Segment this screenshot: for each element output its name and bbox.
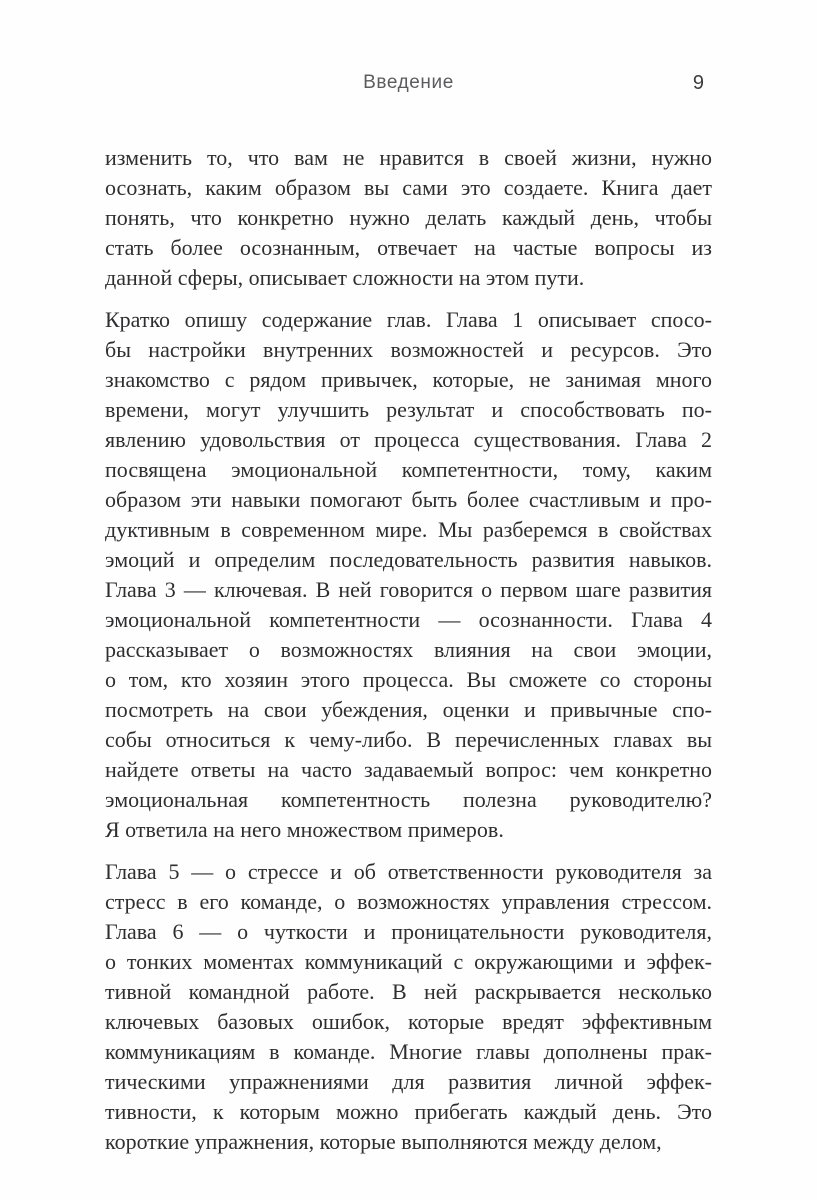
text-line: дуктивным в современном мире. Мы разберемся в свойствах: [105, 517, 712, 542]
text-line: эмоциональная компетентность полезна руководителю?: [105, 787, 712, 812]
text-line: стать более осознанным, отвечает на частые вопросы из: [105, 235, 712, 260]
text-line: эмоциональной компетентности — осознанности. Глава 4: [105, 607, 712, 632]
text-line: изменить то, что вам не нравится в своей жизни, нужно: [105, 145, 712, 170]
paragraph: [105, 857, 712, 1157]
text-line: бы настройки внутренних возможностей и ресурсов. Это: [105, 337, 712, 362]
text-line: коммуникациям в команде. Многие главы дополнены прак-: [105, 1039, 712, 1064]
text-line: ключевых базовых ошибок, которые вредят эффективным: [105, 1009, 712, 1034]
text-line: явлению удовольствия от процесса существования. Глава 2: [105, 427, 712, 452]
text-line: Глава 5 — о стрессе и об ответственности руководителя за: [105, 859, 712, 884]
text-block: [105, 143, 712, 1169]
paragraph: [105, 143, 712, 293]
text-line: понять, что конкретно нужно делать каждый день, чтобы: [105, 205, 712, 230]
text-line: данной сферы, описывает сложности на этом пути.: [105, 265, 585, 290]
text-line: стресс в его команде, о возможностях управления стрессом.: [105, 889, 712, 914]
text-line: тивной командной работе. В ней раскрывается несколько: [105, 979, 712, 1004]
text-line: образом эти навыки помогают быть более счастливым и про-: [105, 487, 712, 512]
page-number: 9: [692, 72, 704, 94]
text-line: тивности, к которым можно прибегать каждый день. Это: [105, 1099, 712, 1124]
text-line: короткие упражнения, которые выполняются между делом,: [105, 1129, 662, 1154]
text-line: Кратко опишу содержание глав. Глава 1 описывает спосо-: [105, 307, 712, 332]
text-line: о том, кто хозяин этого процесса. Вы сможете со стороны: [105, 667, 712, 692]
text-line: Глава 3 — ключевая. В ней говорится о первом шаге развития: [105, 577, 712, 602]
paragraph: [105, 305, 712, 845]
text-line: осознать, каким образом вы сами это создаете. Книга дает: [105, 175, 712, 200]
text-line: о тонких моментах коммуникаций с окружающими и эффек-: [105, 949, 712, 974]
text-line: Глава 6 — о чуткости и проницательности руководителя,: [105, 919, 712, 944]
running-title: Введение: [363, 72, 454, 93]
text-line: найдете ответы на часто задаваемый вопрос: чем конкретно: [105, 757, 712, 782]
text-line: посвящена эмоциональной компетентности, тому, каким: [105, 457, 712, 482]
text-line: эмоций и определим последовательность развития навыков.: [105, 547, 712, 572]
text-line: времени, могут улучшить результат и способствовать по-: [105, 397, 712, 422]
running-header: [105, 70, 712, 96]
text-line: Я ответила на него множеством примеров.: [105, 817, 504, 842]
text-line: тическими упражнениями для развития личной эффек-: [105, 1069, 712, 1094]
text-line: собы относиться к чему-либо. В перечисленных главах вы: [105, 727, 712, 752]
text-line: рассказывает о возможностях влияния на свои эмоции,: [105, 637, 712, 662]
text-line: посмотреть на свои убеждения, оценки и привычные спо-: [105, 697, 712, 722]
text-line: знакомство с рядом привычек, которые, не занимая много: [105, 367, 712, 392]
